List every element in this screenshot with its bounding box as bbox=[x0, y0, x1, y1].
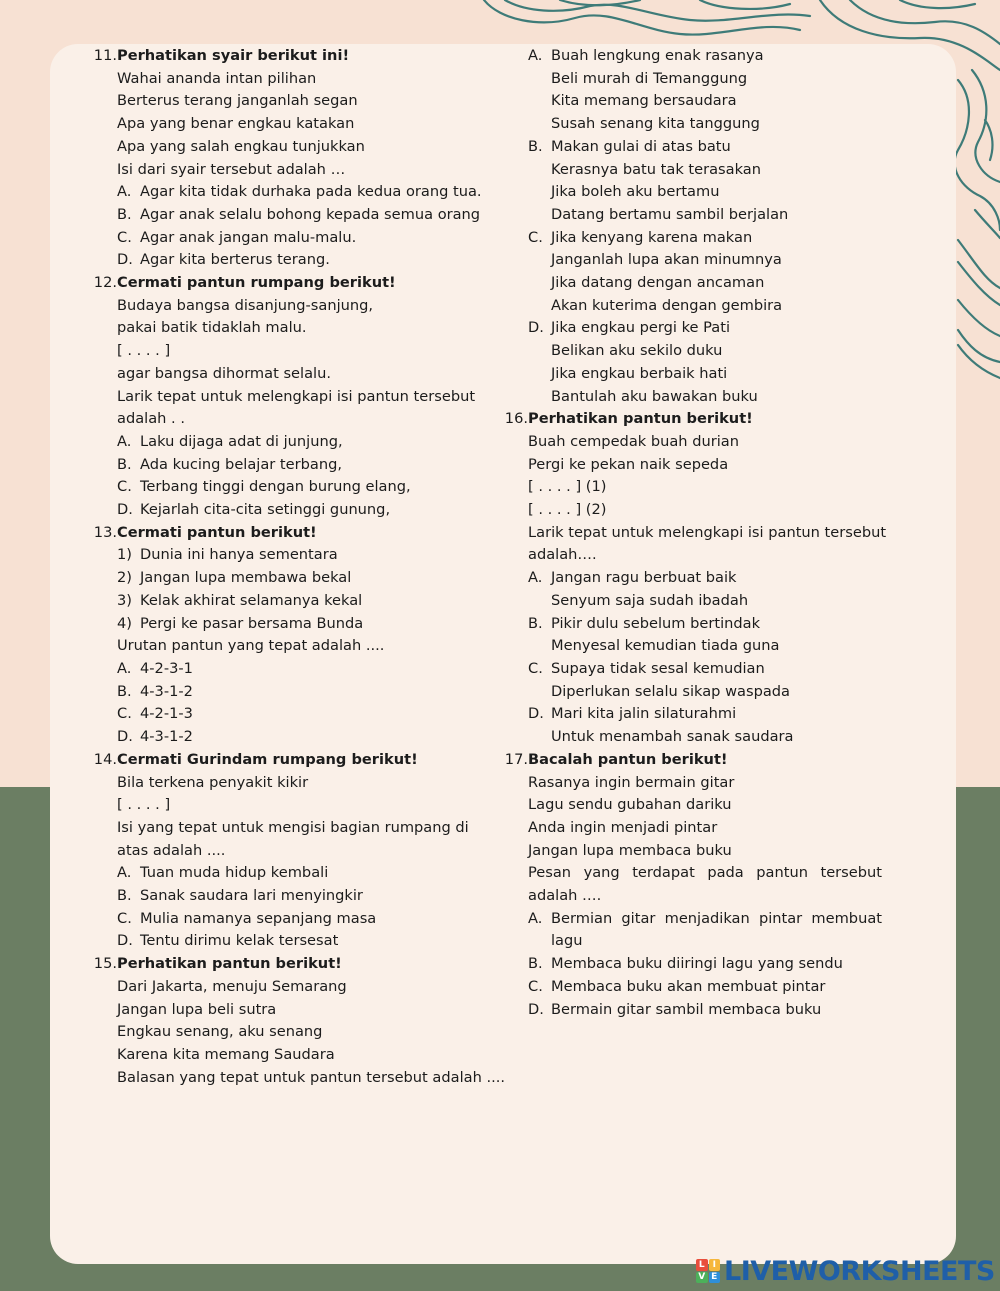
question-number: 16. bbox=[504, 410, 528, 428]
text-line: Apa yang benar engkau katakan bbox=[117, 115, 355, 133]
option-text: Membaca buku diiringi lagu yang sendu bbox=[551, 955, 843, 973]
option-letter: B. bbox=[528, 137, 543, 155]
question-title: Cermati Gurindam rumpang berikut! bbox=[117, 750, 418, 768]
text-line: Isi yang tepat untuk mengisi bagian rumpang di bbox=[117, 818, 469, 836]
answer-option bbox=[504, 613, 882, 636]
answer-option bbox=[93, 703, 505, 726]
text-line: Pergi ke pekan naik sepeda bbox=[528, 455, 729, 473]
answer-option bbox=[504, 317, 882, 340]
option-continuation-line: Belikan aku sekilo duku bbox=[551, 342, 723, 360]
left-column bbox=[93, 45, 505, 1089]
option-letter: D. bbox=[117, 501, 133, 519]
text-line: [ . . . . ] (1) bbox=[528, 478, 607, 496]
option-continuation-line: Kerasnya batu tak terasakan bbox=[551, 160, 761, 178]
option-letter: C. bbox=[528, 659, 543, 677]
answer-option bbox=[93, 249, 505, 272]
option-text: Terbang tinggi dengan burung elang, bbox=[140, 478, 411, 496]
logo-badge-letter: V bbox=[696, 1272, 708, 1284]
option-text: Buah lengkung enak rasanya bbox=[551, 47, 764, 64]
option-continuation-line: Datang bertamu sambil berjalan bbox=[551, 205, 789, 223]
option-continuation-line: Susah senang kita tanggung bbox=[551, 115, 760, 133]
question-title: Cermati pantun berikut! bbox=[117, 523, 317, 541]
option-letter: D. bbox=[528, 319, 544, 337]
text-line: [ . . . . ] bbox=[117, 342, 171, 360]
answer-option bbox=[504, 45, 882, 68]
question-number: 13. bbox=[93, 523, 117, 541]
option-text: Agar kita berterus terang. bbox=[140, 251, 330, 269]
option-letter: B. bbox=[117, 455, 132, 473]
option-text: Jika engkau pergi ke Pati bbox=[551, 319, 731, 337]
option-continuation-line: Diperlukan selalu sikap waspada bbox=[551, 682, 790, 700]
option-continuation-line: Jika engkau berbaik hati bbox=[551, 364, 728, 382]
option-continuation-line: Senyum saja sudah ibadah bbox=[551, 591, 749, 609]
text-line: adalah …. bbox=[528, 887, 602, 905]
text-line: Isi dari syair tersebut adalah … bbox=[117, 160, 346, 178]
option-text: Mari kita jalin silaturahmi bbox=[551, 705, 737, 723]
option-text: Kejarlah cita-cita setinggi gunung, bbox=[140, 501, 391, 519]
option-letter: A. bbox=[528, 909, 543, 927]
text-line: Berterus terang janganlah segan bbox=[117, 92, 358, 110]
option-letter: B. bbox=[528, 955, 543, 973]
answer-option bbox=[93, 181, 505, 204]
logo-text: LIVEWORKSHEETS bbox=[724, 1255, 995, 1287]
text-line: Apa yang salah engkau tunjukkan bbox=[117, 137, 365, 155]
text-line: Larik tepat untuk melengkapi isi pantun tersebut bbox=[117, 387, 476, 405]
option-letter: A. bbox=[528, 47, 543, 64]
answer-option bbox=[93, 681, 505, 704]
option-text: Tuan muda hidup kembali bbox=[140, 864, 329, 882]
text-line: Jangan lupa beli sutra bbox=[117, 1000, 277, 1018]
option-continuation-line: Kita memang bersaudara bbox=[551, 92, 737, 110]
option-text: Mulia namanya sepanjang masa bbox=[140, 909, 377, 927]
question-number: 15. bbox=[93, 955, 117, 973]
answer-option bbox=[93, 499, 505, 522]
text-line: Pesan yang terdapat pada pantun tersebut bbox=[528, 864, 882, 882]
question-number: 14. bbox=[93, 750, 117, 768]
text-line: Lagu sendu gubahan dariku bbox=[528, 796, 732, 814]
option-text: Agar kita tidak durhaka pada kedua orang tua. bbox=[140, 183, 482, 201]
liveworksheets-logo bbox=[696, 1256, 995, 1286]
option-letter: C. bbox=[528, 228, 543, 246]
logo-badge-icon bbox=[696, 1259, 720, 1283]
option-letter: C. bbox=[117, 228, 132, 246]
option-letter: A. bbox=[117, 864, 132, 882]
answer-option bbox=[93, 862, 505, 885]
text-line: Rasanya ingin bermain gitar bbox=[528, 773, 735, 791]
option-letter: B. bbox=[117, 205, 132, 223]
question-heading bbox=[504, 408, 882, 431]
option-text: 4-3-1-2 bbox=[140, 682, 193, 700]
text-line: Buah cempedak buah durian bbox=[528, 432, 739, 450]
text-line: Karena kita memang Saudara bbox=[117, 1045, 335, 1063]
option-letter: 1) bbox=[117, 546, 132, 564]
right-column bbox=[504, 45, 887, 1021]
text-line: Engkau senang, aku senang bbox=[117, 1023, 323, 1041]
option-letter: 4) bbox=[117, 614, 132, 632]
option-letter: B. bbox=[117, 682, 132, 700]
answer-option bbox=[93, 908, 505, 931]
text-line: Wahai ananda intan pilihan bbox=[117, 69, 317, 87]
option-letter: C. bbox=[117, 478, 132, 496]
option-text: Jangan lupa membawa bekal bbox=[140, 569, 352, 587]
text-line: [ . . . . ] (2) bbox=[528, 501, 607, 519]
text-line: Balasan yang tepat untuk pantun tersebut adalah .... bbox=[117, 1068, 506, 1086]
answer-option bbox=[93, 613, 505, 636]
text-line: Jangan lupa membaca buku bbox=[528, 841, 732, 859]
option-text: Ada kucing belajar terbang, bbox=[140, 455, 342, 473]
option-continuation-line: Jika datang dengan ancaman bbox=[551, 274, 765, 292]
option-text: Laku dijaga adat di junjung, bbox=[140, 432, 343, 450]
answer-option bbox=[504, 999, 882, 1022]
option-letter: A. bbox=[117, 659, 132, 677]
answer-option bbox=[504, 908, 882, 953]
text-line: Dari Jakarta, menuju Semarang bbox=[117, 977, 347, 995]
option-letter: A. bbox=[528, 569, 543, 587]
answer-option bbox=[504, 703, 882, 726]
answer-option bbox=[93, 227, 505, 250]
text-line: Urutan pantun yang tepat adalah .... bbox=[117, 637, 385, 655]
option-text: Dunia ini hanya sementara bbox=[140, 546, 338, 564]
question-heading bbox=[93, 45, 505, 68]
option-letter: A. bbox=[117, 183, 132, 201]
option-letter: C. bbox=[528, 977, 543, 995]
option-continuation-line: Bantulah aku bawakan buku bbox=[551, 387, 758, 405]
option-text: Pikir dulu sebelum bertindak bbox=[551, 614, 761, 632]
option-text: Jika kenyang karena makan bbox=[551, 228, 753, 246]
answer-option bbox=[93, 454, 505, 477]
option-letter: D. bbox=[117, 932, 133, 950]
question-title: Cermati pantun rumpang berikut! bbox=[117, 274, 396, 292]
answer-option bbox=[504, 136, 882, 159]
text-line: atas adalah .... bbox=[117, 841, 226, 859]
answer-option bbox=[93, 476, 505, 499]
option-letter: D. bbox=[528, 1000, 544, 1018]
question-heading bbox=[93, 272, 505, 295]
option-text: Agar anak selalu bohong kepada semua orang bbox=[140, 205, 481, 223]
option-text: Pergi ke pasar bersama Bunda bbox=[140, 614, 364, 632]
question-title: Perhatikan pantun berikut! bbox=[117, 955, 342, 973]
option-continuation-line: Jika boleh aku bertamu bbox=[551, 183, 720, 201]
text-line: pakai batik tidaklah malu. bbox=[117, 319, 307, 337]
question-heading bbox=[93, 749, 505, 772]
answer-option bbox=[504, 658, 882, 681]
answer-option bbox=[93, 658, 505, 681]
question-number: 17. bbox=[504, 750, 528, 768]
answer-option bbox=[93, 930, 505, 953]
option-text: 4-2-3-1 bbox=[140, 659, 193, 677]
question-heading bbox=[93, 953, 505, 976]
option-letter: D. bbox=[117, 728, 133, 746]
answer-option bbox=[504, 227, 882, 250]
text-line: Bila terkena penyakit kikir bbox=[117, 773, 309, 791]
answer-option bbox=[93, 885, 505, 908]
option-continuation-line: Beli murah di Temanggung bbox=[551, 69, 748, 87]
option-text: 4-2-1-3 bbox=[140, 705, 193, 723]
text-line: agar bangsa dihormat selalu. bbox=[117, 364, 331, 382]
option-text: Kelak akhirat selamanya kekal bbox=[140, 591, 363, 609]
question-heading bbox=[93, 522, 505, 545]
option-letter: B. bbox=[117, 887, 132, 905]
option-text: Tentu dirimu kelak tersesat bbox=[140, 932, 339, 950]
question-title: Perhatikan pantun berikut! bbox=[528, 410, 753, 428]
answer-option bbox=[93, 726, 505, 749]
option-letter: 3) bbox=[117, 591, 132, 609]
question-title: Perhatikan syair berikut ini! bbox=[117, 47, 350, 64]
option-text: Jangan ragu berbuat baik bbox=[551, 569, 737, 587]
option-text: Makan gulai di atas batu bbox=[551, 137, 731, 155]
option-letter: D. bbox=[117, 251, 133, 269]
option-text: Supaya tidak sesal kemudian bbox=[551, 659, 765, 677]
option-letter: 2) bbox=[117, 569, 132, 587]
answer-option bbox=[93, 590, 505, 613]
option-text: Agar anak jangan malu-malu. bbox=[140, 228, 357, 246]
answer-option bbox=[93, 567, 505, 590]
text-line: adalah…. bbox=[528, 546, 597, 564]
answer-option bbox=[93, 544, 505, 567]
question-number: 12. bbox=[93, 274, 117, 292]
logo-badge-letter: E bbox=[709, 1272, 721, 1284]
option-text: Membaca buku akan membuat pintar bbox=[551, 977, 826, 995]
text-line: Anda ingin menjadi pintar bbox=[528, 818, 718, 836]
option-letter: A. bbox=[117, 432, 132, 450]
text-line: Larik tepat untuk melengkapi isi pantun tersebut bbox=[528, 523, 887, 541]
option-letter: D. bbox=[528, 705, 544, 723]
option-letter: B. bbox=[528, 614, 543, 632]
option-letter: C. bbox=[117, 909, 132, 927]
logo-badge-letter: L bbox=[696, 1259, 708, 1271]
option-letter: C. bbox=[117, 705, 132, 723]
option-continuation-line: Menyesal kemudian tiada guna bbox=[551, 637, 780, 655]
answer-option bbox=[504, 567, 882, 590]
question-number: 11. bbox=[93, 47, 117, 64]
text-line: Budaya bangsa disanjung-sanjung, bbox=[117, 296, 374, 314]
question-heading bbox=[504, 749, 882, 772]
option-continuation-line: Akan kuterima dengan gembira bbox=[551, 296, 783, 314]
option-text: Sanak saudara lari menyingkir bbox=[140, 887, 363, 905]
option-text: Bermain gitar sambil membaca buku bbox=[551, 1000, 822, 1018]
text-line: adalah . . bbox=[117, 410, 185, 428]
answer-option bbox=[504, 976, 882, 999]
option-continuation-line: Untuk menambah sanak saudara bbox=[551, 728, 794, 746]
logo-badge-letter: I bbox=[709, 1259, 721, 1271]
answer-option bbox=[93, 431, 505, 454]
option-continuation-line: Janganlah lupa akan minumnya bbox=[551, 251, 782, 269]
option-text: Bermian gitar menjadikan pintar membuat lagu bbox=[551, 909, 882, 950]
option-text: 4-3-1-2 bbox=[140, 728, 193, 746]
answer-option bbox=[504, 953, 882, 976]
answer-option bbox=[93, 204, 505, 227]
text-line: [ . . . . ] bbox=[117, 796, 171, 814]
question-title: Bacalah pantun berikut! bbox=[528, 750, 728, 768]
